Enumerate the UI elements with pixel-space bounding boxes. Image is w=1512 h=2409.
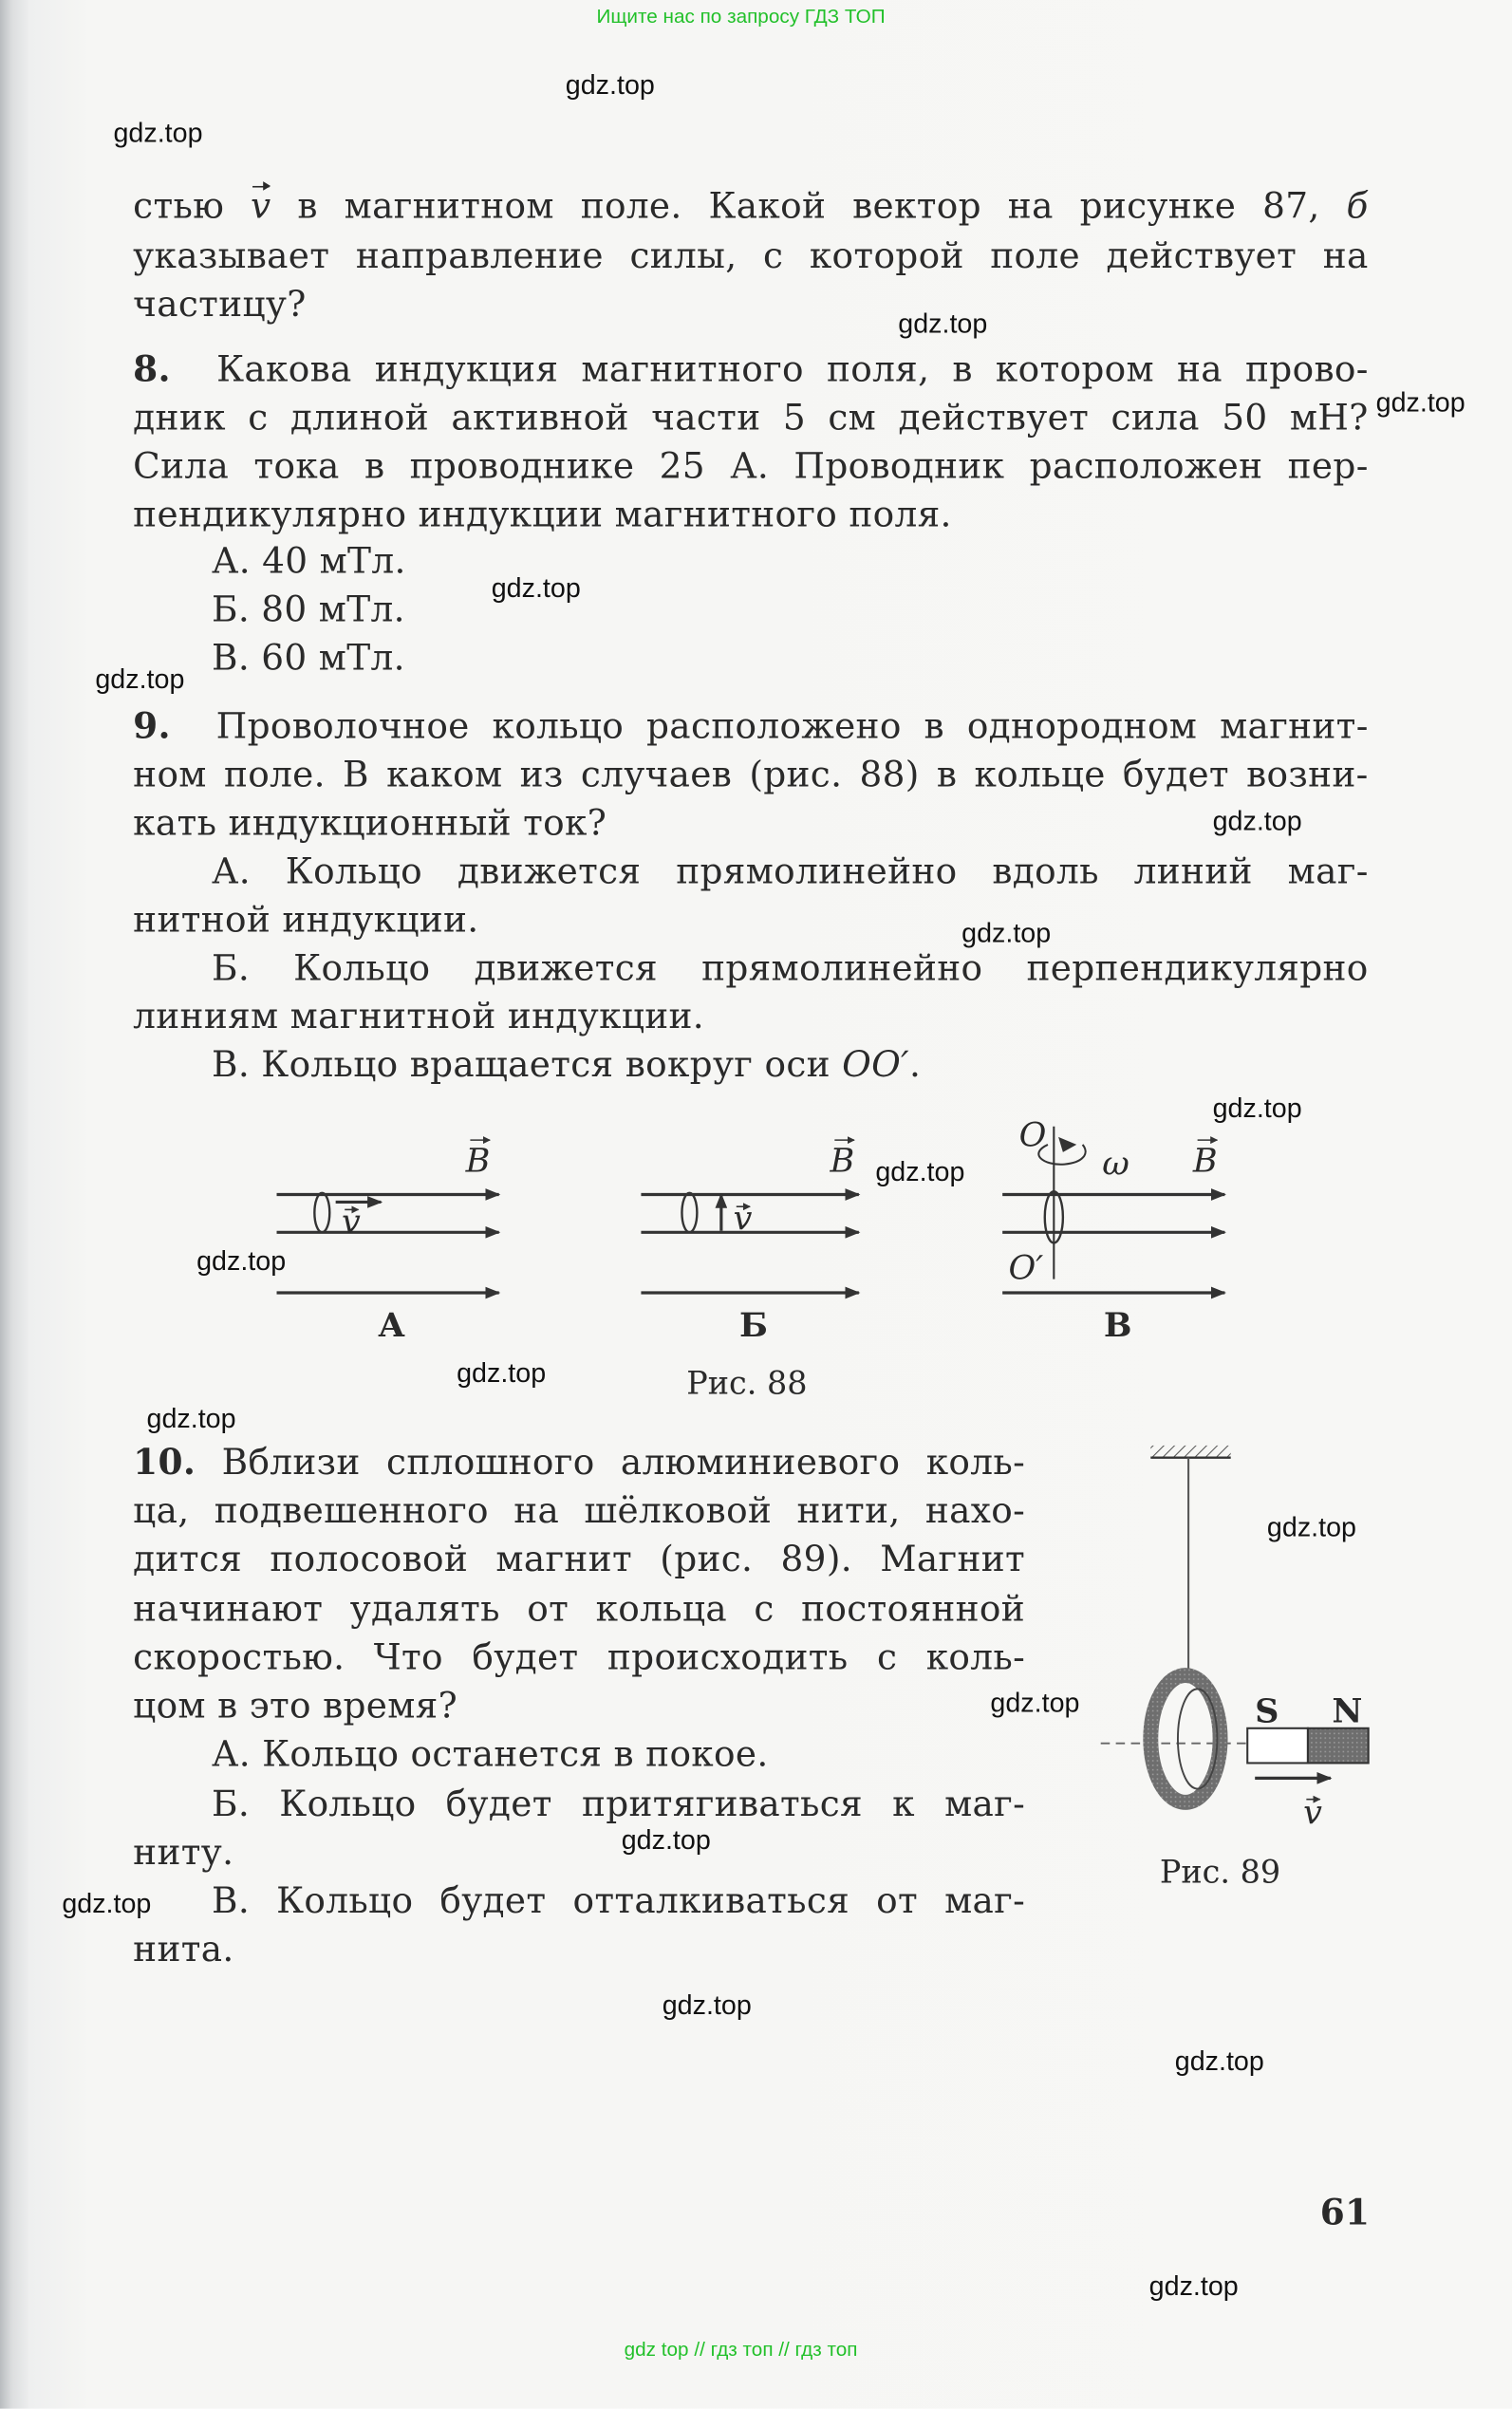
q8-line-1: 8. Какова индукция магнитного поля, в котором на прово- [133, 347, 1369, 390]
q10-line-6: цом в это время? [133, 1684, 458, 1727]
figure-88 [277, 1115, 1225, 1401]
field-label: B [830, 1141, 855, 1181]
q10-line-3: дится полосовой магнит (рис. 89). Магнит [133, 1538, 1026, 1580]
q9-option-b-2: линиям магнитной индукции. [133, 995, 704, 1037]
top-banner: Ищите нас по запросу ГДЗ ТОП [596, 4, 886, 28]
watermark: gdz.top [990, 1687, 1080, 1718]
watermark: gdz.top [457, 1357, 547, 1389]
q8-option-a: А. 40 мТл. [212, 539, 406, 583]
q9-option-a-2: нитной индукции. [133, 898, 479, 941]
question-number: 10. [133, 1441, 196, 1484]
q9-line-2: ном поле. В каком из случаев (рис. 88) в кольце будет возни- [133, 753, 1369, 795]
question-number: 9. [133, 704, 171, 747]
magnet-north [1308, 1728, 1369, 1764]
watermark: gdz.top [146, 1403, 236, 1434]
watermark: gdz.top [196, 1245, 287, 1277]
watermark: gdz.top [1212, 1092, 1302, 1124]
bottom-banner: gdz top // гдз топ // гдз топ [624, 2337, 858, 2361]
watermark: gdz.top [1174, 2045, 1264, 2077]
watermark: gdz.top [95, 663, 185, 695]
velocity-label: v [1303, 1793, 1322, 1833]
q10-line-2: ца, подвешенного на шёлковой нити, нахо- [133, 1489, 1026, 1532]
q9-line-3: кать индукционный ток? [133, 801, 607, 844]
panel-label: Б [738, 1306, 768, 1346]
rotation-arrowhead [1058, 1137, 1076, 1152]
q9-option-a-1: А. Кольцо движется прямолинейно вдоль линий маг- [212, 850, 1369, 892]
figure-89-caption: Рис. 89 [1159, 1853, 1281, 1891]
watermark: gdz.top [113, 118, 203, 149]
watermark: gdz.top [62, 1888, 152, 1919]
panel-label: А [378, 1306, 405, 1346]
q10-option-a: А. Кольцо останется в покое. [212, 1732, 769, 1776]
watermark: gdz.top [898, 308, 988, 339]
watermark: gdz.top [1148, 2270, 1239, 2302]
velocity-vector: v [251, 184, 271, 227]
q8-line-2: дник с длиной активной части 5 см действует сила 50 мН? [133, 396, 1369, 439]
watermark: gdz.top [961, 917, 1052, 948]
q10-line-5: скоростью. Что будет происходить с коль- [133, 1635, 1026, 1679]
watermark: gdz.top [565, 69, 655, 101]
q10-option-b-1: Б. Кольцо будет притягиваться к маг- [212, 1783, 1026, 1825]
q9-line-1: 9. Проволочное кольцо расположено в однородном магнит- [133, 704, 1369, 747]
field-label: B [465, 1141, 491, 1181]
ring-inner-edge [1178, 1689, 1217, 1788]
panel-a [277, 1140, 499, 1345]
aluminium-ring [1150, 1675, 1220, 1802]
field-label: B [1192, 1141, 1218, 1181]
q10-line-4: начинают удалять от кольца с постоянной [133, 1587, 1026, 1631]
wire-ring [681, 1193, 697, 1232]
figure-88-caption: Рис. 88 [686, 1364, 808, 1402]
watermark: gdz.top [1212, 806, 1302, 836]
watermark: gdz.top [875, 1156, 965, 1187]
q10-line-1: 10. Вблизи сплошного алюминиевого коль- [133, 1441, 1026, 1484]
velocity-label: v [733, 1199, 753, 1239]
q10-option-c-2: нита. [133, 1928, 234, 1970]
q9-option-c: В. Кольцо вращается вокруг оси OO′. [212, 1043, 922, 1086]
velocity-label: v [342, 1202, 361, 1242]
watermark: gdz.top [621, 1824, 711, 1856]
q8-line-4: пендикулярно индукции магнитного поля. [133, 493, 952, 535]
watermark: gdz.top [491, 572, 581, 604]
watermark: gdz.top [1375, 386, 1465, 418]
panel-b [641, 1140, 858, 1345]
south-label: S [1255, 1691, 1279, 1731]
page-number: 61 [1319, 2191, 1371, 2233]
wire-ring [314, 1193, 329, 1232]
watermark: gdz.top [1266, 1512, 1356, 1542]
magnet-south [1247, 1728, 1308, 1764]
watermark: gdz.top [662, 1989, 752, 2021]
q10-option-b-2: ниту. [133, 1831, 234, 1874]
q7-line-2: указывает направление силы, с которой поле действует на [133, 233, 1369, 277]
panel-label: В [1103, 1306, 1132, 1346]
q7-line-3: частицу? [133, 282, 307, 326]
axis-bottom-label: O′ [1008, 1248, 1044, 1288]
q8-line-3: Сила тока в проводнике 25 А. Проводник расположен пер- [133, 444, 1369, 487]
q8-option-b: Б. 80 мТл. [212, 588, 405, 631]
panel-c [1002, 1115, 1224, 1345]
ceiling-hatch [1150, 1446, 1230, 1458]
q7-line-1: стью v в магнитном поле. Какой вектор на рисунке 87, б [133, 184, 1369, 227]
omega-label: ω [1102, 1144, 1129, 1184]
q9-option-b-1: Б. Кольцо движется прямолинейно перпендикулярно [212, 946, 1369, 989]
q8-option-c: В. 60 мТл. [212, 636, 405, 680]
north-label: N [1332, 1691, 1363, 1731]
question-number: 8. [133, 347, 171, 390]
q10-option-c-1: В. Кольцо будет отталкиваться от маг- [212, 1879, 1026, 1922]
axis-top-label: O [1018, 1115, 1047, 1155]
